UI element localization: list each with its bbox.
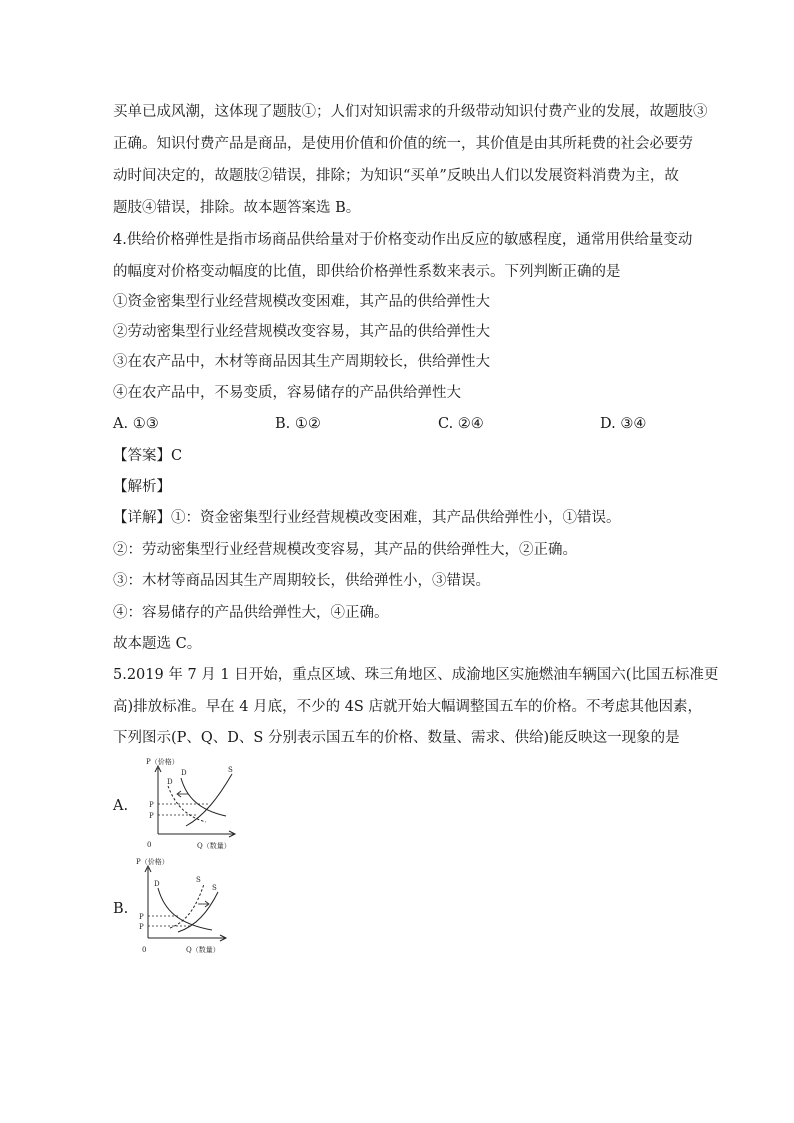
figure-b-label: B. <box>113 901 129 917</box>
q4-analysis-line-4: ④：容易储存的产品供给弹性大，④正确。 <box>113 605 389 621</box>
figure-a-x-axis-label: Q（数量） <box>197 842 231 850</box>
prev-paragraph-line-1: 买单已成风潮，这体现了题肢①；人们对知识需求的升级带动知识付费产业的发展，故题肢③ <box>113 104 708 120</box>
figure-b-curve-label-3: S <box>212 884 217 892</box>
figure-b-origin-label: 0 <box>142 946 147 954</box>
q4-answer: 【答案】C <box>113 448 183 464</box>
q4-statement-3: ③在农产品中，木材等商品因其生产周期较长，供给弹性大 <box>113 354 490 370</box>
figure-b-graph <box>134 858 234 954</box>
q4-option-c: C. ②④ <box>438 416 484 432</box>
q4-option-b: B. ①② <box>275 416 321 432</box>
q4-option-d: D. ③④ <box>600 416 647 432</box>
q4-statement-2: ②劳动密集型行业经营规模改变容易，其产品的供给弹性大 <box>113 324 490 340</box>
prev-paragraph-line-3: 动时间决定的，故题肢②错误，排除；为知识“买单”反映出人们以发展资料消费为主，故 <box>113 168 679 184</box>
figure-a-price-mark-2: P <box>149 812 154 820</box>
figure-a-curve-label-1: D <box>167 778 173 786</box>
figure-b-y-axis-label: P（价格） <box>136 858 169 866</box>
figure-a-curve-label-3: S <box>228 766 233 774</box>
q4-option-a: A. ①③ <box>113 416 159 432</box>
prev-paragraph-line-2: 正确。知识付费产品是商品，是使用价值和价值的统一，其价值是由其所耗费的社会必要劳 <box>113 136 693 152</box>
figure-b-demand-curve <box>158 888 212 930</box>
figure-a-graph <box>142 758 242 850</box>
figure-a <box>142 758 242 850</box>
q4-analysis-line-2: ②：劳动密集型行业经营规模改变容易，其产品的供给弹性大，②正确。 <box>113 542 577 558</box>
q4-statement-1: ①资金密集型行业经营规模改变困难，其产品的供给弹性大 <box>113 294 490 310</box>
q5-stem-line-2: 高)排放标准。早在 4 月底，不少的 4S 店就开始大幅调整国五车的价格。不考虑其他因素， <box>113 699 702 715</box>
q4-statement-4: ④在农产品中，不易变质，容易储存的产品供给弹性大 <box>113 385 461 401</box>
figure-b-price-mark-1: P <box>139 913 144 921</box>
q4-analysis-line-3: ③：木材等商品因其生产周期较长，供给弹性小，③错误。 <box>113 573 490 589</box>
figure-a-y-axis-label: P（价格） <box>146 758 179 766</box>
figure-a-demand-curve <box>181 778 226 816</box>
q4-stem-line-1: 4.供给价格弹性是指市场商品供给量对于价格变动作出反应的敏感程度，通常用供给量变动 <box>113 232 693 248</box>
q4-conclusion: 故本题选 C。 <box>113 636 202 652</box>
figure-b-price-mark-2: P <box>139 923 144 931</box>
q5-stem-line-3: 下列图示(P、Q、D、S 分别表示国五车的价格、数量、需求、供给)能反映这一现象的是 <box>113 730 680 746</box>
prev-paragraph-line-4: 题肢④错误，排除。故本题答案选 B。 <box>113 200 361 216</box>
figure-b-x-axis-label: Q（数量） <box>186 946 220 954</box>
figure-b <box>134 858 234 954</box>
figure-a-origin-label: 0 <box>147 841 152 849</box>
figure-a-supply-curve <box>186 774 232 826</box>
figure-a-price-mark-1: P <box>149 801 154 809</box>
figure-b-curve-label-2: S <box>196 876 201 884</box>
q5-stem-line-1: 5.2019 年 7 月 1 日开始，重点区域、珠三角地区、成渝地区实施燃油车辆国六(比国五标准更 <box>113 667 719 683</box>
figure-a-curve-label-2: D <box>181 769 187 777</box>
figure-a-label: A. <box>113 798 129 814</box>
figure-b-curve-label-1: D <box>154 880 160 888</box>
q4-stem-line-2: 的幅度对价格变动幅度的比值，即供给价格弹性系数来表示。下列判断正确的是 <box>113 264 621 280</box>
figure-b-supply-curve-dashed <box>170 884 204 928</box>
q4-analysis-heading: 【解析】 <box>113 479 171 495</box>
q4-analysis-line-1: 【详解】①：资金密集型行业经营规模改变困难，其产品供给弹性小，①错误。 <box>113 510 621 526</box>
